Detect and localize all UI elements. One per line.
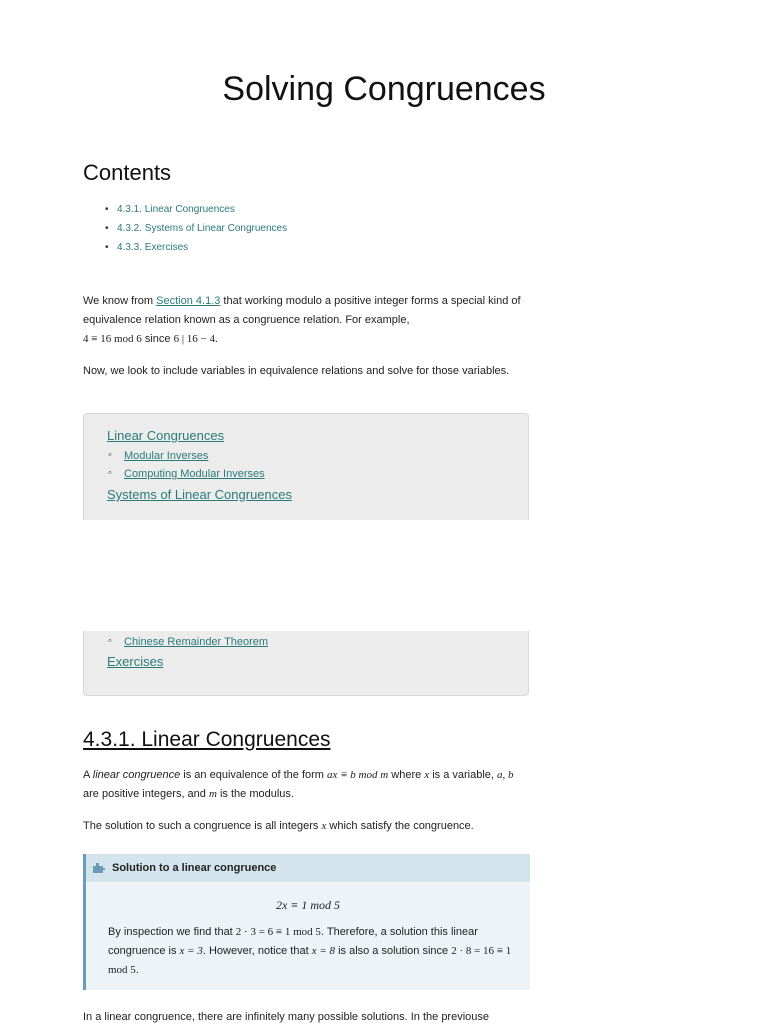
math-m: m	[208, 788, 217, 800]
local-toc-linear-congruences[interactable]: Linear Congruences	[107, 428, 225, 443]
variables-paragraph: Now, we look to include variables in equivalence relations and solve for those variables.	[83, 365, 510, 377]
math-linear-form: ax ≡ b mod m	[327, 769, 389, 781]
contents-list	[105, 200, 287, 257]
math-example-congruence: 4 ≡ 16 mod 6	[83, 333, 142, 345]
text: are positive integers, and	[83, 788, 209, 800]
solution-paragraph	[83, 817, 523, 836]
intro-paragraph	[83, 292, 523, 349]
text: is also a solution since	[335, 945, 452, 957]
text: .	[135, 964, 139, 976]
text: which satisfy the congruence.	[326, 820, 474, 832]
intro-since: since	[141, 333, 174, 345]
admonition-title-bar	[86, 854, 530, 882]
text: where	[388, 769, 425, 781]
page-title: Solving Congruences	[222, 70, 546, 108]
admonition-equation: 2x ≡ 1 mod 5	[275, 898, 341, 912]
intro-text-after: that working modulo a positive integer forms a special kind of equivalence relation known as a congruence relation. For example,	[83, 295, 521, 326]
math-2-times-8: 2 · 8 = 16 ≡ 1 mod 5	[108, 945, 512, 976]
definition-paragraph	[83, 766, 523, 804]
puzzle-icon	[92, 862, 106, 874]
math-x: x	[424, 769, 430, 781]
toc-item-systems	[105, 219, 287, 238]
infinite-solutions-paragraph: In a linear congruence, there are infinitely many possible solutions. In the previouse	[83, 1011, 490, 1023]
math-example-divides: 6 | 16 − 4.	[173, 333, 218, 345]
local-toc-modular-inverses[interactable]: ◦ Modular Inverses	[124, 450, 208, 462]
math-inspection: 2 · 3 = 6 ≡ 1 mod 5	[235, 926, 321, 938]
text: By inspection we find that	[108, 926, 236, 938]
text: is the modulus.	[216, 788, 294, 800]
example-admonition	[83, 854, 530, 990]
local-toc-chinese-remainder-theorem[interactable]: ◦ Chinese Remainder Theorem	[124, 636, 268, 648]
rendering-gap	[80, 520, 540, 631]
section-heading	[83, 728, 331, 752]
admonition-body	[108, 923, 518, 980]
section-heading-link[interactable]: 4.3.1. Linear Congruences	[83, 728, 331, 751]
math-x: x	[321, 820, 327, 832]
section-4-1-3-link[interactable]: Section 4.1.3	[156, 295, 221, 307]
toc-item-exercises	[105, 238, 287, 257]
toc-item-linear-congruences	[105, 200, 287, 219]
toc-link-exercises[interactable]: 4.3.3. Exercises	[117, 242, 189, 253]
contents-heading: Contents	[83, 160, 172, 185]
text: is a variable,	[429, 769, 498, 781]
math-a-b: a, b	[497, 769, 514, 781]
linear-congruence-term: linear congruence	[92, 769, 181, 781]
text: . However, notice that	[202, 945, 312, 957]
math-x-eq-3: x = 3	[179, 945, 203, 957]
text: The solution to such a congruence is all integers	[83, 820, 322, 832]
toc-link-linear-congruences[interactable]: 4.3.1. Linear Congruences	[117, 204, 235, 215]
toc-link-systems[interactable]: 4.3.2. Systems of Linear Congruences	[117, 223, 288, 234]
text: . Therefore, a solution this linear congruence is	[108, 926, 478, 957]
intro-text-before: We know from	[83, 295, 157, 307]
math-x-eq-8: x = 8	[311, 945, 336, 957]
text: A	[83, 769, 93, 781]
local-toc-systems[interactable]: Systems of Linear Congruences	[107, 487, 292, 502]
text: is an equivalence of the form	[180, 769, 327, 781]
local-toc-exercises[interactable]: Exercises	[107, 654, 164, 669]
admonition-title: Solution to a linear congruence	[112, 862, 277, 874]
local-toc-computing-modular-inverses[interactable]: ◦ Computing Modular Inverses	[124, 468, 265, 480]
